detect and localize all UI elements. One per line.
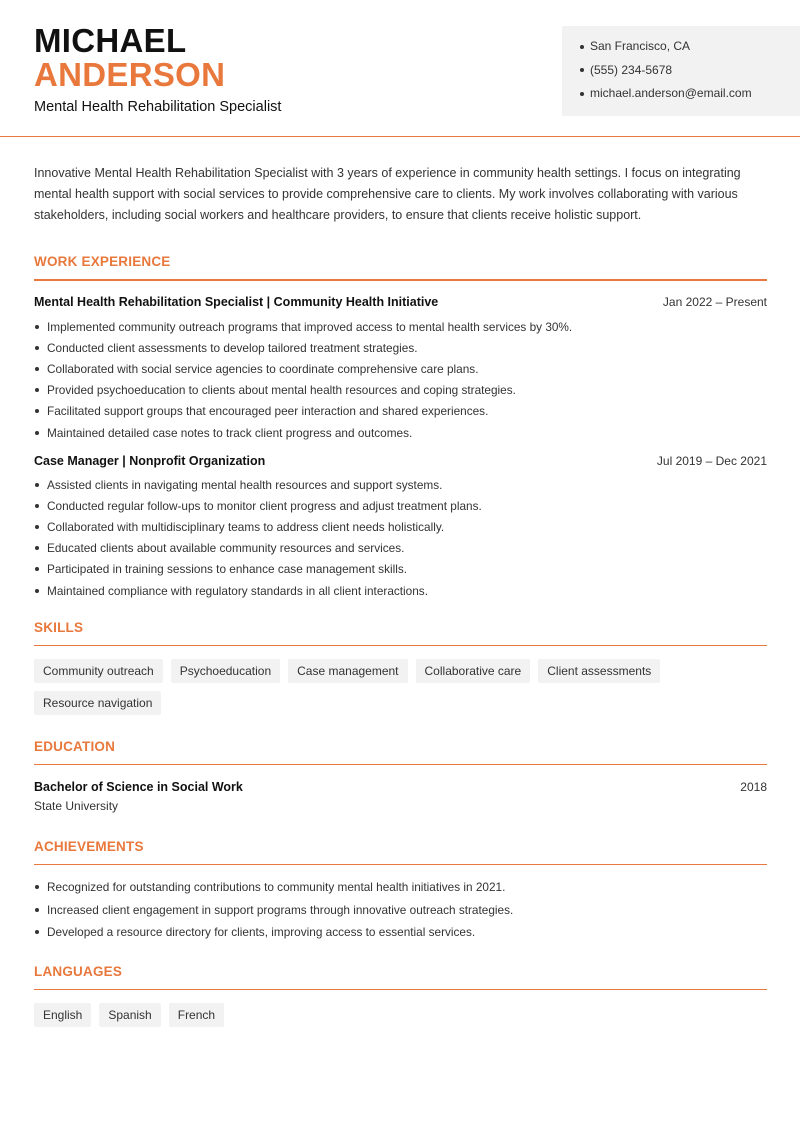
contact-box [562,26,800,116]
job-title: Mental Health Rehabilitation Specialist [34,99,282,115]
job-bullet: Collaborated with social service agencies to coordinate comprehensive care plans. [34,361,767,382]
job-entry [34,295,767,446]
job-bullet: Educated clients about available community resources and services. [34,540,767,561]
section-divider [34,864,767,865]
job-bullet: Assisted clients in navigating mental health resources and support systems. [34,477,767,498]
resume-body [34,163,767,1027]
skill-tag: Collaborative care [416,659,531,683]
education-entry [34,780,767,813]
resume-header [0,0,800,137]
job-role: Mental Health Rehabilitation Specialist | Community Health Initiative [34,294,439,309]
contact-phone: (555) 234-5678 [580,62,800,86]
achievement-item: Increased client engagement in support programs through innovative outreach strategies. [34,902,767,925]
job-bullet: Participated in training sessions to enhance case management skills. [34,561,767,582]
job-role: Case Manager | Nonprofit Organization [34,453,266,468]
section-title-skills: SKILLS [34,619,84,635]
contact-email: michael.anderson@email.com [580,85,800,109]
job-bullet: Collaborated with multidisciplinary teams to address client needs holistically. [34,519,767,540]
section-title-education: EDUCATION [34,739,116,755]
section-title-work: WORK EXPERIENCE [34,254,171,270]
education-section [34,739,767,813]
achievement-item: Recognized for outstanding contributions to community mental health initiatives in 2021. [34,879,767,902]
job-date: Jan 2022 – Present [662,294,767,309]
achievement-item: Developed a resource directory for clients, improving access to essential services. [34,924,767,947]
edu-degree: Bachelor of Science in Social Work [34,780,243,795]
skill-tag: Psychoeducation [171,659,280,683]
job-bullet: Maintained detailed case notes to track client progress and outcomes. [34,425,767,446]
first-name: MICHAEL [34,22,187,59]
job-bullet: Provided psychoeducation to clients about mental health resources and coping strategies. [34,382,767,403]
job-bullet: Conducted regular follow-ups to monitor client progress and adjust treatment plans. [34,498,767,519]
job-date: Jul 2019 – Dec 2021 [656,453,767,468]
section-divider [34,764,767,765]
skills-section [34,620,767,715]
section-divider [34,989,767,990]
section-divider [34,645,767,646]
section-title-achievements: ACHIEVEMENTS [34,839,144,855]
language-tag: English [34,1003,91,1027]
edu-year: 2018 [740,780,767,795]
work-section [34,254,767,603]
achievements-section [34,839,767,947]
skill-tag: Resource navigation [34,691,161,715]
last-name: ANDERSON [34,56,226,93]
job-bullet: Implemented community outreach programs that improved access to mental health services by 30%. [34,319,767,340]
edu-school: State University [34,799,119,814]
job-bullet: Facilitated support groups that encouraged peer interaction and shared experiences. [34,403,767,424]
language-tag: French [169,1003,224,1027]
language-tag: Spanish [99,1003,160,1027]
contact-location: San Francisco, CA [580,38,800,62]
job-entry [34,454,767,604]
job-bullet: Conducted client assessments to develop tailored treatment strategies. [34,340,767,361]
section-divider [34,279,767,280]
skill-tag: Client assessments [538,659,660,683]
summary: Innovative Mental Health Rehabilitation Specialist with 3 years of experience in community health settings. I focus on integrating mental health support with social services to provide comprehensive care to clients. My work involves collaborating with various stakeholders, including social workers and healthcare providers, to ensure that clients receive holistic support. [34,166,741,222]
section-title-languages: LANGUAGES [34,963,123,979]
job-bullet: Maintained compliance with regulatory standards in all client interactions. [34,583,767,604]
languages-section [34,964,767,1027]
skill-tag: Community outreach [34,659,163,683]
skill-tag: Case management [288,659,407,683]
